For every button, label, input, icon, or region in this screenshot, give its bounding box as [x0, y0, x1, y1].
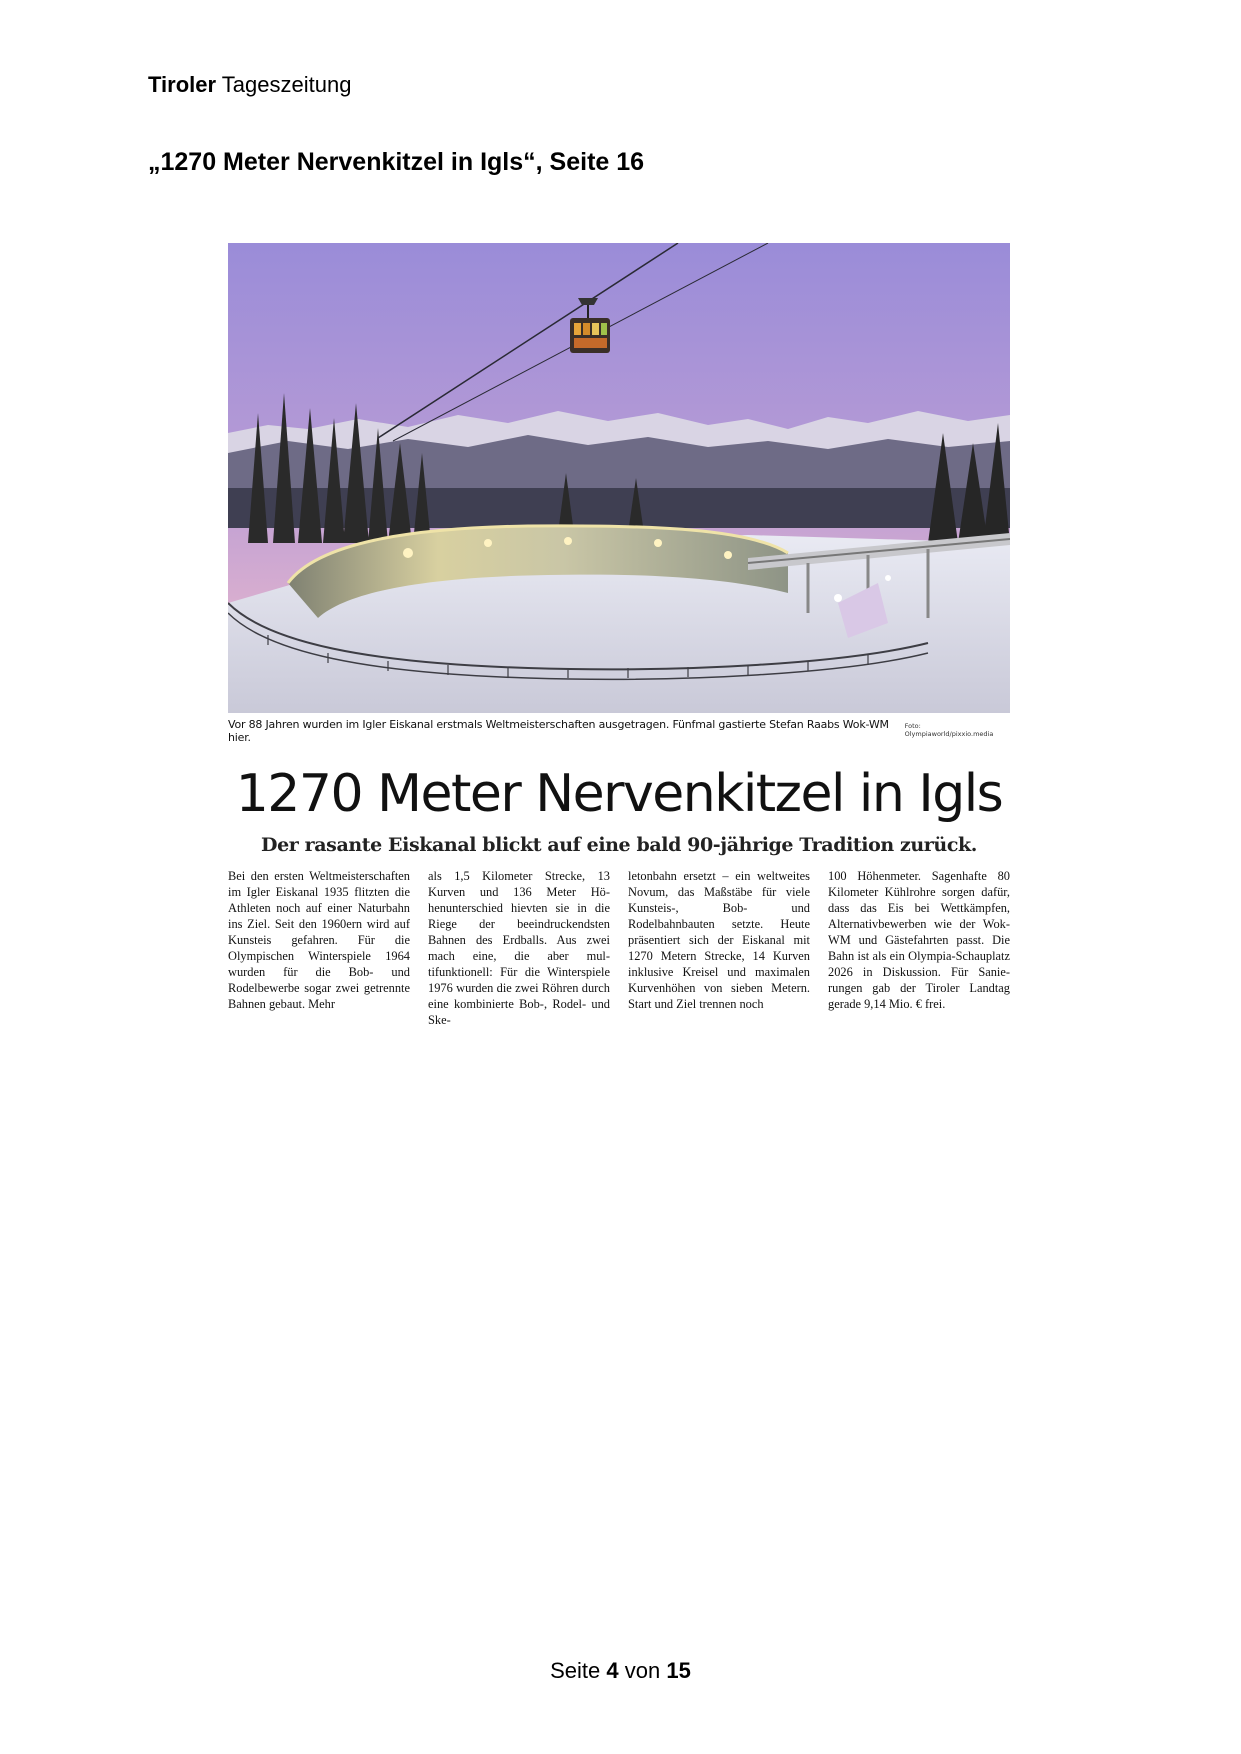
- bobsled-track-photo: [228, 243, 1010, 713]
- page-footer: [0, 1658, 1241, 1684]
- article-column-4: 100 Höhenmeter. Sagenhafte 80 Kilometer Kühlrohre sorgen dafür, dass das Eis bei Wettkämpfen, Alternativbewerben wie der Wok-WM und Gästefahrten passt. Die Bahn ist als ein Olympia-Schauplatz 2026 in Diskussion. Für Sanierungen gab der Tiroler Landtag gerade 9,14 Mio. € frei.: [828, 869, 1010, 1011]
- publication-header: [148, 72, 351, 98]
- photo-credit: Foto: Olympiaworld/pixxio.media: [904, 722, 994, 738]
- article-column-2: als 1,5 Kilometer Strecke, 13 Kurven und 136 Meter Höhenunterschied hievten sie in die Riege der beeindruckendsten Bahnen des Erdballs. Aus zwei mach eine, die aber multifunktionell: Für die Winterspiele 1976 wurden die zwei Röhren durch eine kombinierte Bob-, Rodel- und Ske-: [428, 869, 610, 1027]
- article-body: [228, 868, 1010, 1028]
- article-subheadline: Der rasante Eiskanal blickt auf eine bald 90-jährige Tradition zurück.: [261, 834, 977, 856]
- article-headline: 1270 Meter Nervenkitzel in Igls: [235, 764, 1003, 824]
- article-column-1: Bei den ersten Weltmeisterschaften im Igler Eiskanal 1935 flitzten die Athleten noch auf einer Naturbahn ins Ziel. Seit den 1960ern wird auf Kunsteis gefahren. Für die Olympischen Winterspiele 1964 wurden für die Bob- und Rodelbewerbe sogar zwei getrennte Bahnen gebaut. Mehr: [228, 869, 410, 1011]
- clip-reference-title: „1270 Meter Nervenkitzel in Igls“, Seite 16: [148, 148, 645, 176]
- photo-caption-line: [228, 718, 1010, 744]
- article-column-3: letonbahn ersetzt – ein weltweites Novum, das Maßstäbe für viele Kunsteis-, Bob- und Rodelbahnbauten setzte. Heute präsentiert sich der Eiskanal mit 1270 Metern Strecke, 14 Kurven inklusive Kreisel und maximalen Kurvenhöhen von sieben Metern. Start und Ziel trennen noch: [628, 869, 810, 1011]
- total-page-count: 15: [666, 1658, 691, 1683]
- photo-caption: Vor 88 Jahren wurden im Igler Eiskanal erstmals Weltmeisterschaften ausgetragen. Fünfmal gastierte Stefan Raabs Wok-WM hier.: [228, 718, 889, 744]
- publication-name-rest: Tageszeitung: [221, 72, 352, 97]
- current-page-number: 4: [606, 1658, 619, 1683]
- publication-name-bold: Tiroler: [148, 72, 217, 97]
- page-label: Seite: [550, 1658, 601, 1683]
- page-of-label: von: [624, 1658, 661, 1683]
- newspaper-clipping: [228, 243, 1010, 1028]
